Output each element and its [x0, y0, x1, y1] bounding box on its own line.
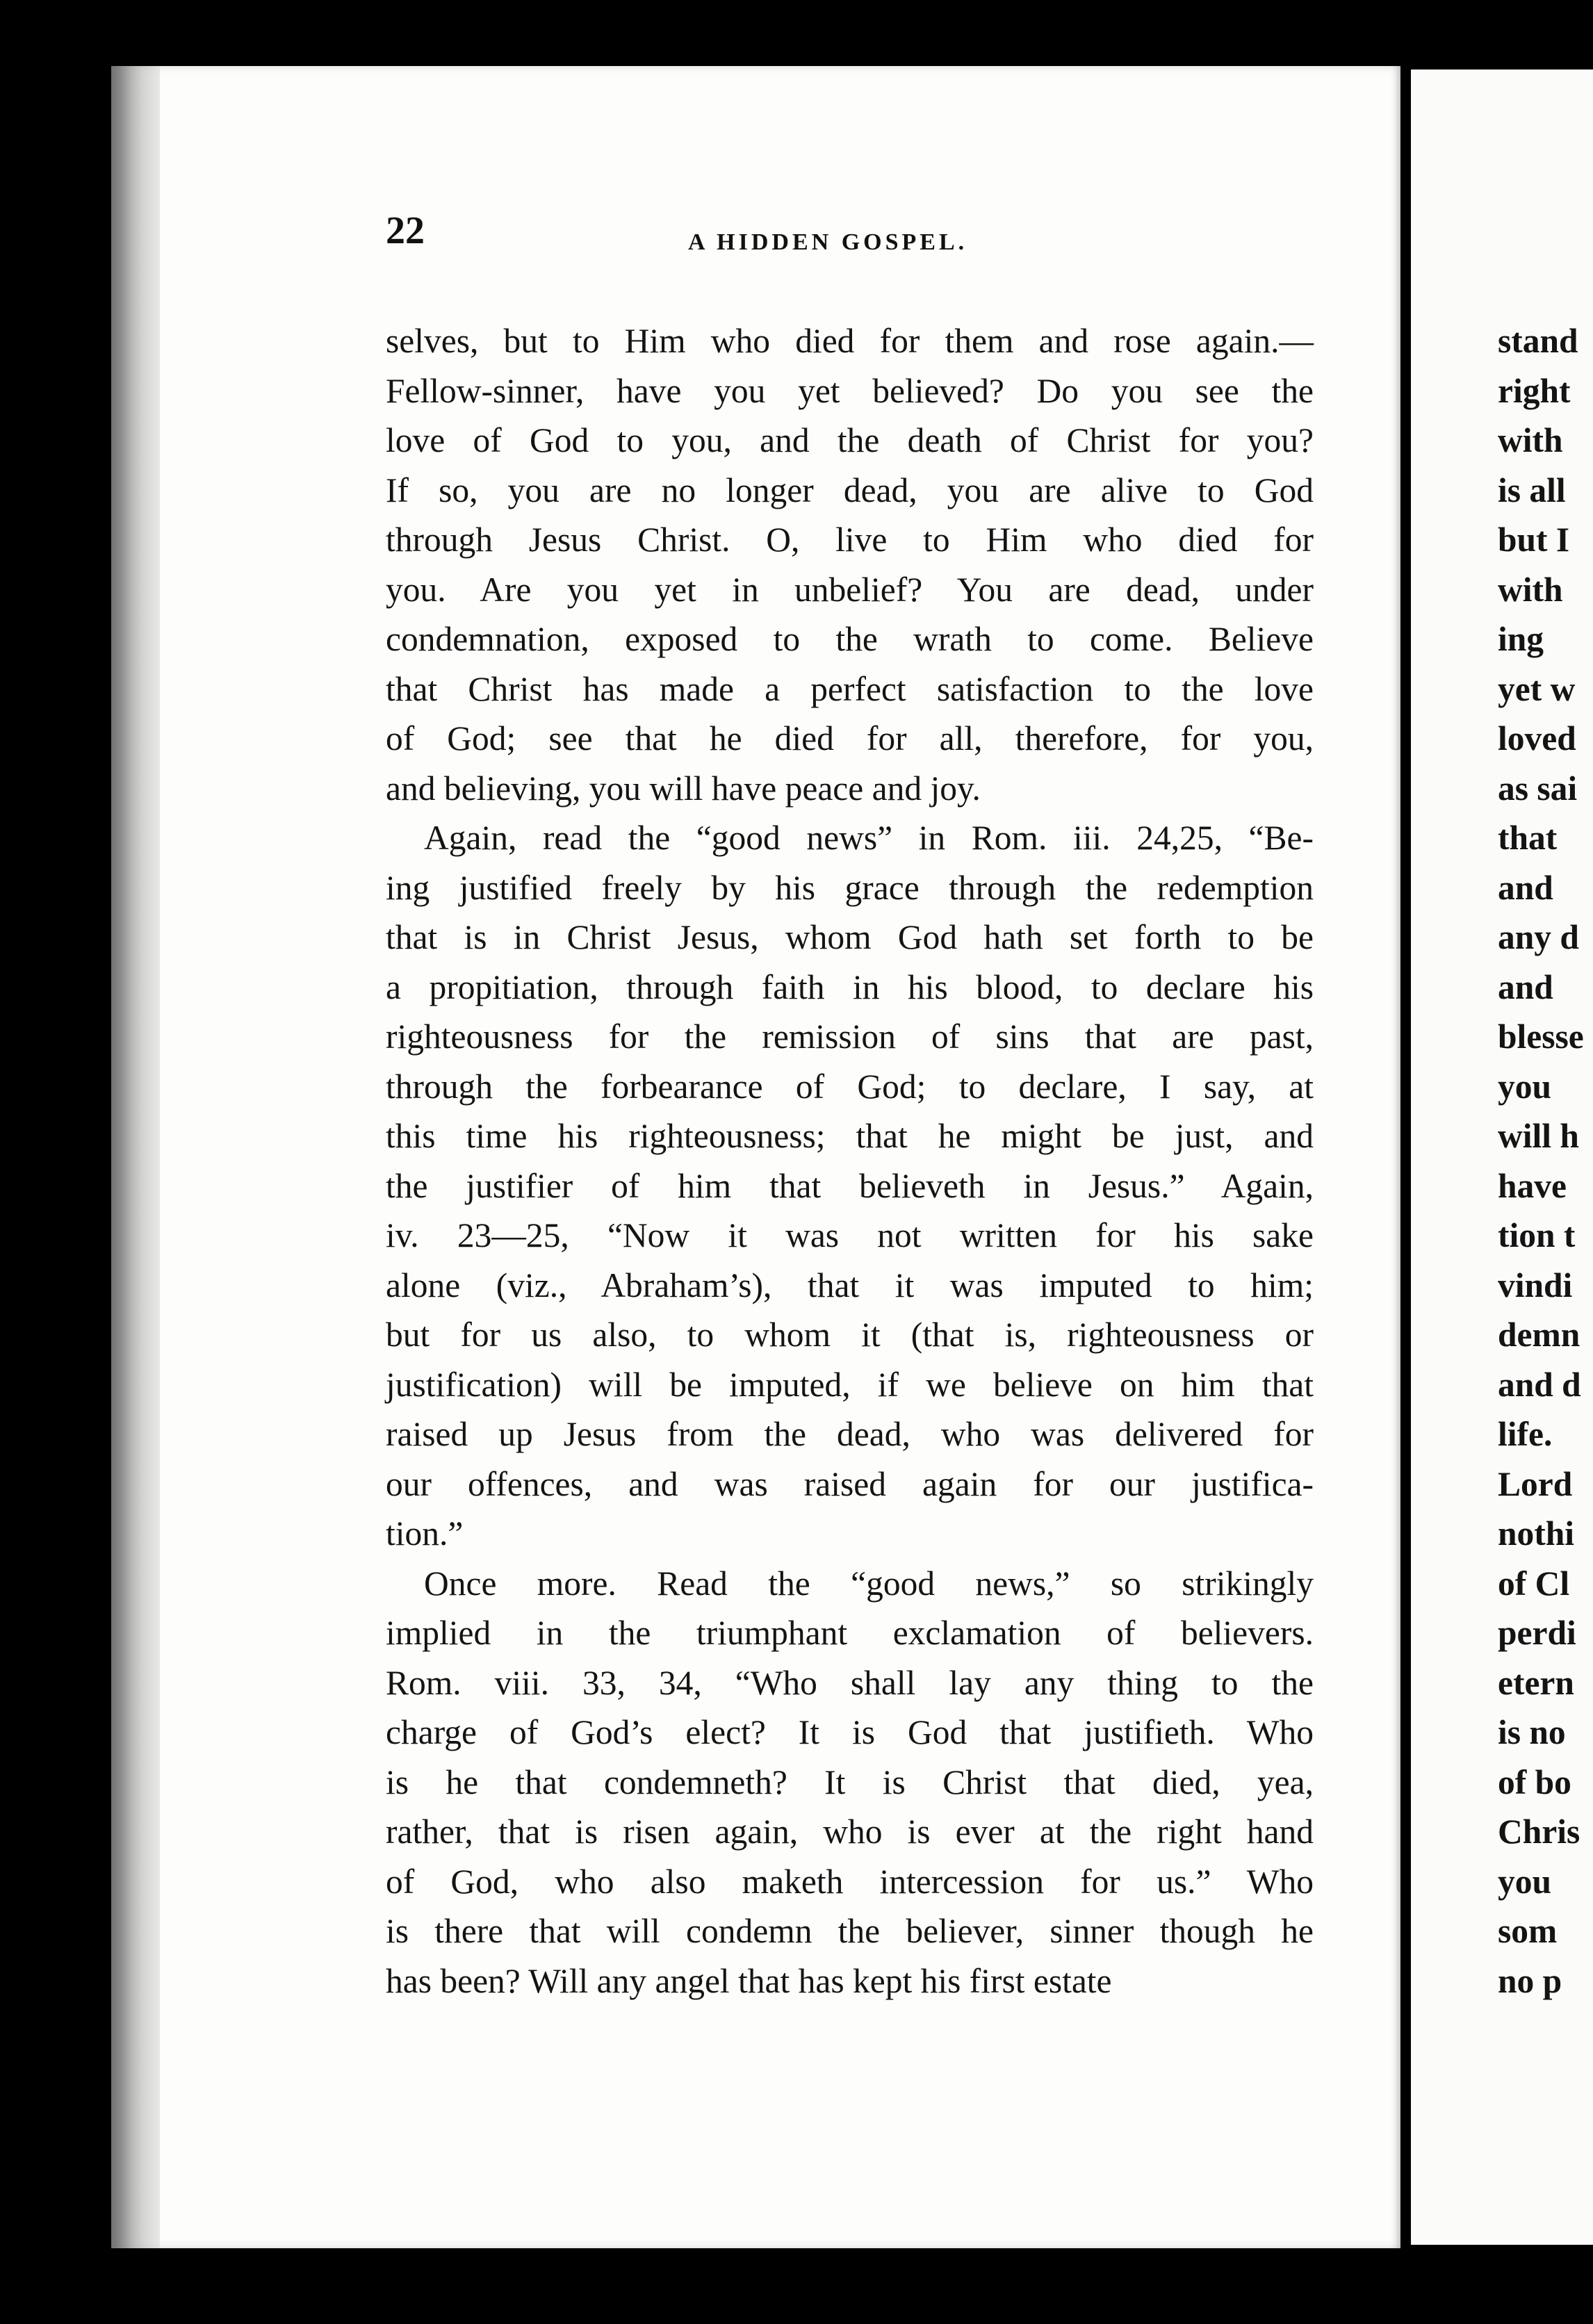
- text-line: rather, that is risen again, who is ever at the right hand: [386, 1812, 1314, 1851]
- text-line: Fellow-sinner, have you yet believed? Do you see the: [386, 371, 1314, 410]
- text-line: justification) will be imputed, if we believe on him that: [386, 1365, 1314, 1404]
- facing-text-line: with: [1498, 421, 1563, 459]
- facing-text-line: with: [1498, 570, 1563, 609]
- text-line: selves, but to Him who died for them and rose again.—: [386, 322, 1314, 360]
- facing-text-line: right: [1498, 371, 1571, 410]
- facing-text-line: of Cl: [1498, 1564, 1570, 1603]
- facing-text-line: no p: [1498, 1961, 1562, 2000]
- facing-text-line: is no: [1498, 1713, 1566, 1751]
- text-line: tion.”: [386, 1514, 464, 1553]
- facing-text-line: you: [1498, 1862, 1552, 1901]
- facing-text-line: have: [1498, 1166, 1567, 1205]
- text-line: righteousness for the remission of sins that are past,: [386, 1017, 1314, 1056]
- text-line: charge of God’s elect? It is God that justifieth. Who: [386, 1713, 1314, 1751]
- facing-text-line: as sai: [1498, 769, 1578, 808]
- text-line: of God; see that he died for all, therefore, for you,: [386, 719, 1314, 758]
- text-line: Again, read the “good news” in Rom. iii. 24,25, “Be-: [424, 819, 1314, 857]
- facing-text-line: demn: [1498, 1316, 1580, 1354]
- text-line: our offences, and was raised again for our justifica-: [386, 1464, 1314, 1503]
- text-line: Once more. Read the “good news,” so strikingly: [424, 1564, 1314, 1603]
- facing-text-line: som: [1498, 1912, 1558, 1950]
- text-line: the justifier of him that believeth in Jesus.” Again,: [386, 1166, 1314, 1205]
- text-line: is there that will condemn the believer, sinner though he: [386, 1912, 1314, 1950]
- text-line: love of God to you, and the death of Christ for you?: [386, 421, 1314, 459]
- facing-text-line: blesse: [1498, 1017, 1584, 1056]
- facing-text-line: stand: [1498, 322, 1578, 360]
- facing-text-line: perdi: [1498, 1614, 1576, 1652]
- facing-text-line: loved: [1498, 719, 1576, 758]
- body-text: [386, 316, 1314, 2006]
- text-line: but for us also, to whom it (that is, righteousness or: [386, 1316, 1314, 1354]
- text-line: that Christ has made a perfect satisfaction to the love: [386, 669, 1314, 708]
- facing-text-line: nothi: [1498, 1514, 1575, 1553]
- text-line: you. Are you yet in unbelief? You are dead, under: [386, 570, 1314, 609]
- facing-text-line: is all: [1498, 470, 1566, 509]
- text-line: through the forbearance of God; to declare, I say, at: [386, 1067, 1314, 1106]
- text-line: condemnation, exposed to the wrath to come. Believe: [386, 620, 1314, 658]
- page-header: [386, 208, 1314, 264]
- text-line: that is in Christ Jesus, whom God hath set forth to be: [386, 918, 1314, 956]
- facing-text-line: any d: [1498, 918, 1579, 956]
- facing-text-line: but I: [1498, 521, 1570, 559]
- text-line: and believing, you will have peace and joy.: [386, 769, 981, 808]
- text-line: raised up Jesus from the dead, who was delivered for: [386, 1415, 1314, 1453]
- facing-text-line: you: [1498, 1067, 1552, 1106]
- text-line: iv. 23—25, “Now it was not written for his sake: [386, 1216, 1314, 1254]
- facing-text-line: vindi: [1498, 1266, 1573, 1304]
- facing-text-line: Chris: [1498, 1812, 1580, 1851]
- facing-text-line: life.: [1498, 1415, 1553, 1453]
- text-line: this time his righteousness; that he might be just, and: [386, 1117, 1314, 1155]
- page-gutter-shadow: [111, 66, 160, 2248]
- facing-text-line: tion t: [1498, 1216, 1576, 1254]
- facing-text-line: and: [1498, 967, 1553, 1006]
- text-line: a propitiation, through faith in his blood, to declare his: [386, 967, 1314, 1006]
- facing-page-text: [1498, 316, 1593, 2006]
- text-line: is he that condemneth? It is Christ that died, yea,: [386, 1762, 1314, 1801]
- facing-text-line: will h: [1498, 1117, 1579, 1155]
- text-line: of God, who also maketh intercession for us.” Who: [386, 1862, 1314, 1901]
- page-number: 22: [386, 209, 425, 252]
- text-line: ing justified freely by his grace through the redemption: [386, 868, 1314, 907]
- facing-text-line: that: [1498, 819, 1558, 857]
- text-line: If so, you are no longer dead, you are alive to God: [386, 470, 1314, 509]
- facing-text-line: Lord: [1498, 1464, 1573, 1503]
- text-line: Rom. viii. 33, 34, “Who shall lay any thing to the: [386, 1663, 1314, 1702]
- facing-text-line: etern: [1498, 1663, 1574, 1702]
- text-line: alone (viz., Abraham’s), that it was imputed to him;: [386, 1266, 1314, 1304]
- running-title: A HIDDEN GOSPEL.: [688, 229, 968, 255]
- text-line: through Jesus Christ. O, live to Him who died for: [386, 521, 1314, 559]
- text-line: has been? Will any angel that has kept his first estate: [386, 1961, 1112, 2000]
- text-line: implied in the triumphant exclamation of believers.: [386, 1614, 1314, 1652]
- facing-text-line: ing: [1498, 620, 1544, 658]
- facing-text-line: and d: [1498, 1365, 1581, 1404]
- facing-text-line: of bo: [1498, 1762, 1571, 1801]
- facing-text-line: yet w: [1498, 669, 1576, 708]
- facing-text-line: and: [1498, 868, 1553, 907]
